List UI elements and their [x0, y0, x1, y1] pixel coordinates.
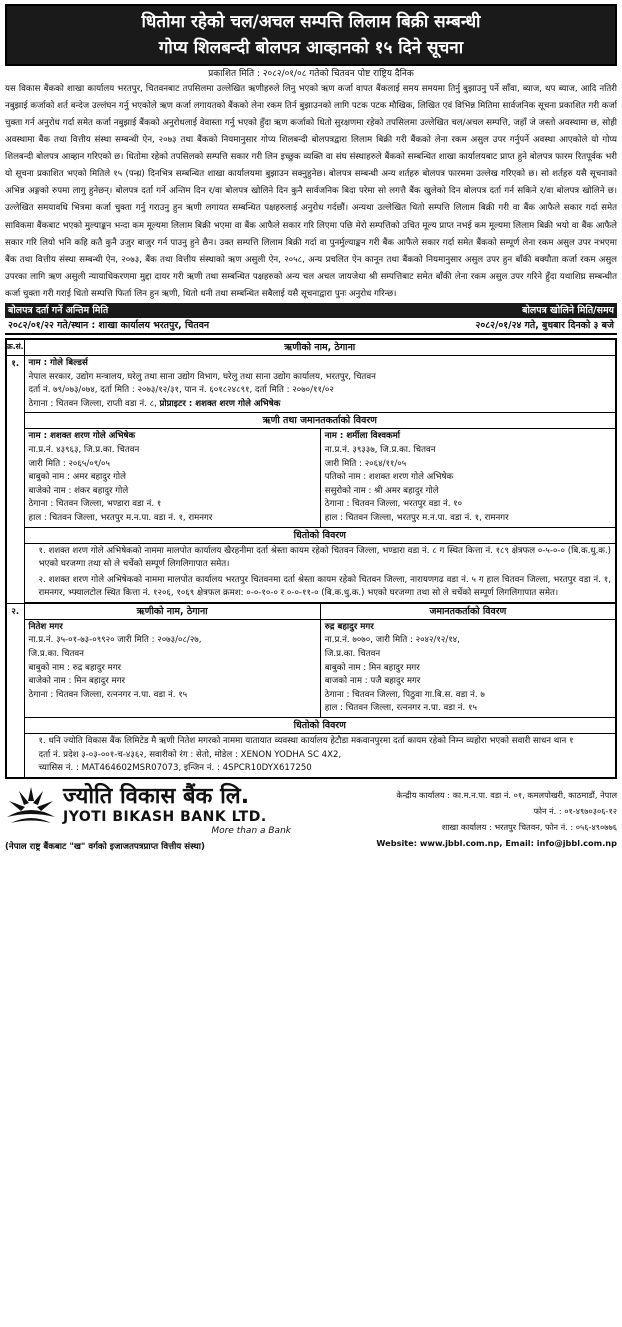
borrower-line: ठेगाना : चितवन जिल्ला, राप्ती वडा नं. ८, [28, 398, 157, 409]
borrower-details [24, 619, 320, 717]
party2-line: जारी मिति : २०६४/११/०५ [324, 458, 407, 469]
party2-line: ठेगाना : चितवन जिल्ला, भरतपुर वडा नं. १० [324, 499, 463, 510]
bank-name-nepali: ज्योति विकास बैंक लि. [63, 783, 250, 809]
deadline-values [5, 318, 617, 335]
deadline-labels [5, 303, 617, 318]
notice-body: यस विकास बैंकको शाखा कार्यालय भरतपुर, चितवनबाट तपसिलमा उल्लेखित ऋणीहरुले लिनु भएको ऋण कर्जा वापत बैंकलाई समय समयमा तिर्नु बुझाउनु पर्ने साँवा, ब्याज, थप ब्याज, आदि नतिरी नबुझाई कर्जाको शर्त बन्देज उल्लंघन गर्नु भएकोले ऋण कर्जा लगायतको बैंकको लेना रकम तिर्न बुझाउनको लागि पटक पटक मौखिक, लिखित एवं विभिन्न मितिमा सार्वजनिक सूचना प्रकाशित गरी कर्जा चुक्ता गर्न अनुरोध गर्दा समेत कर्जा नबुझाई बैंकको अनुरोधलाई वेवास्ता गर्नु भएको हुँदा ऋण कर्जाको धितो सुरक्षणमा रहेको तपसिलमा उल्लेखित चल/अचल सम्पत्ति, जहाँ जे जस्तो अवस्थामा छ, सोही अवस्थामा बैंक तथा वित्तीय संस्था सम्बन्धी ऐन, २०७३ तथा बैंकको नियमानुसार गोप्य शिलबन्दी बोलपत्रद्वारा लिलाम बिक्री गरी बैंकको लेना रकम असुल उपर गर्नुपर्ने अवस्था आएकोले यो गोप्य शिलबन्दी बोलपत्र आव्हान गरिएको छ। धितोमा रहेको तपसिलको सम्पत्ति सकार गरी लिन इच्छुक व्यक्ति वा संघ संस्थाहरुले बैंकको सम्बन्धित शाखा कार्यालयबाट प्राप्त हुने बोलपत्र फारम रितपूर्वक भरी यो सूचना प्रकाशित भएको मितिले १५ (पन्ध्र) दिनभित्र सम्बन्धित शाखा कार्यालयमा बुझाउन सक्नुहुनेछ। बोलपत्र सम्बन्धी अन्य शर्तहरु बोलपत्र फारममा उल्लेख गरिएको छ। सो शर्तहरु यसै सूचनाको अभिन्न अङ्गको रुपमा लागु हुनेछन्। बोलपत्र दर्ता गर्ने अन्तिम दिन र/वा बोलपत्र खोलिने दिन कुनै सार्वजनिक बिदा परेमा सो लगत्तै बैंक खुलेको दिन बोलपत्र दर्ता गर्न सकिने र/वा बोलपत्र खोलिने छ। उल्लेखित समयावधि भित्रमा कर्जा चुक्ता गर्नु गराउनु हुन ऋणी लगायत सम्बन्धित पक्षहरुलाई अनुरोध गर्दछौं। अन्यथा उल्लेखित धितो सम्पत्ति लिलाम बिक्री गरी वा बैंक आफैले सकार गर्दा समेत साविकमा बैंकबाट भएको मुल्याङ्कन भन्दा कम मूल्यमा लिलाम बिक्री भएमा वा बैंक आफैले सकार गरि लिएमा पछि मेरो सम्पत्तिको उचित मूल्य प्राप्त नभई कम मूल्यमा लिलाम बिक्री भयो वा बैंक आफैले सकार गरि लियो भनि कहि कतै कुनै उजुर बाजुर गर्न पाउनु हुने छैन। उक्त सम्पत्ति लिलाम बिक्री गर्दा वा पुनर्मुल्याङ्कन गरी बैंक आफैले सकार गर्दा समेत बैंकको सम्पूर्ण लेना रकम असुल उपर नभएमा बैंक तथा वित्तीय संस्था सम्बन्धी ऐन, २०७३, बैंक तथा वित्तीय संस्थाको ऋण असुली ऐन, २०५८, अन्य प्रचलित ऐन कानून तथा बैंकको नियमानुसार असुल उपर हुन बाँकी बक्यौता कर्जा रकम असुल उपरका लागि ऋण असुली न्यायाधिकरणमा मुद्दा दायर गरी ऋणी तथा सम्बन्धित पक्षहरुको अन्य चल अचल जायजेथा श्री सम्पत्तिबाट समेत बाँकी लेना रकम असुल उपर गरिने हुँदा यथाशिघ्र सम्बन्धीत कर्जा चुक्ता गरी गराई धितो सम्पत्ति फिर्ता लिन हुन ऋणी, धितो धनी तथा सम्बन्धित सबैलाई यसै सूचनाद्वारा पुनः अनुरोध गरिन्छ। [5, 83, 617, 299]
guarantor-line: ठेगाना : चितवन जिल्ला, पिठुवा गा.बि.स. वडा नं. ७ [324, 689, 485, 700]
collateral-item: १. धनि ज्योति विकास बैंक लिमिटेड मै ऋणी नितेश मगरको नाममा यातायात व्यवस्था कार्यालय हेटौडा मकवानपुरमा दर्ता कायम रहेको निम्न व्यहोरा भएको सवारी साधन थान १ [38, 736, 574, 747]
party1-line: ठेगाना : चितवन जिल्ला, भण्डारा वडा नं. १ [28, 499, 162, 510]
party2-line: ससुरोको नाम : श्री अमर बहादुर गोले [324, 485, 439, 496]
proprietor: प्रोप्राइटर : शशक्त शरण गोले अभिषेक [159, 398, 281, 409]
collateral-details [24, 543, 616, 602]
borrower-name: नितेश मगर [28, 621, 63, 632]
head-office: केन्द्रीय कार्यालय : का.म.न.पा. वडा नं. ०१, कमलपोखरी, काठमाडौं, नेपाल [396, 789, 617, 800]
borrower-line: जि.प्र.का. चितवन [28, 649, 84, 660]
collateral-details [24, 734, 616, 778]
guarantor-line: ना.प्र.नं. ७०७०, जारी मिति : २०४२/१२/१४, [324, 635, 460, 646]
branch-office: शाखा कार्यालय : भरतपुर चितवन, फोन नं. : ०५६-४९०७७६ [441, 821, 617, 832]
party2-details [320, 429, 616, 527]
notice-header [5, 4, 617, 66]
bank-tagline: More than a Bank [211, 825, 291, 836]
borrower-line: बाबुको नाम : रुद्र बहादुर मगर [28, 662, 122, 673]
party2-line: हाल : चितवन जिल्ला, भरतपुर म.न.पा. वडा नं. १, रामनगर [324, 512, 509, 523]
party1-line: हाल : चितवन जिल्ला, भरतपुर म.न.पा. वडा नं. १, रामनगर [28, 512, 213, 523]
bank-logo-block [5, 785, 295, 853]
collateral-header: धितोको विवरण [24, 527, 616, 543]
borrower-details [24, 355, 616, 412]
guarantor-details [320, 619, 616, 717]
borrower-line: नेपाल सरकार, उद्योग मन्त्रालय, घरेलु तथा साना उद्योग विभाग, घरेलु तथा साना उद्योग कार्यालय, भरतपुर, चितवन [28, 371, 376, 382]
guarantor-line: बाजको नाम : पजै बहादुर मगर [324, 676, 421, 687]
party1-name: नाम : शशक्त शरण गोले अभिषेक [28, 431, 136, 442]
collateral-header: धितोको विवरण [24, 718, 616, 734]
table-row [6, 619, 616, 717]
borrower-table [5, 338, 617, 779]
borrower-line: ठेगाना : चितवन जिल्ला, रत्ननगर न.पा. वडा नं. १५ [28, 689, 188, 700]
borrower-line: दर्ता नं. ७९/०७३/०७४, दर्ता मिति : २०७३/१२/३१, पान नं. ६०१८२४८९१, दर्ता मिति : २०७०/११/०२ [28, 385, 334, 396]
party1-line: बाबुको नाम : अमर बहादुर गोले [28, 472, 126, 483]
guarantor-line: जि.प्र.का. चितवन [324, 649, 381, 660]
row-number: २. [6, 603, 24, 777]
guarantor-name: रुद्र बहादुर मगर [324, 621, 374, 632]
sn-header: क्र.सं. [6, 339, 24, 356]
notice-footer [5, 785, 617, 853]
party2-line: ना.प्र.नं. ३९३३७, जि.प्र.का. चितवन [324, 444, 436, 455]
bank-name-english: JYOTI BIKASH BANK LTD. [63, 808, 267, 825]
collateral-item: च्यासिस नं. : MAT464602MSR07073, इन्जिन नं. : 4SPCR10DYX617250 [38, 763, 312, 774]
party2-line: पतिको नाम : शशक्त शरण गोले अभिषेक [324, 472, 454, 483]
party2-name: नाम : शर्मीला विश्वकर्मा [324, 431, 400, 442]
borrower-line: ना.प्र.नं. ३५-०१-७३-०९९२० जारी मिति : २०७३/०८/२७, [28, 635, 202, 646]
opening-date-value: २०८२/०१/२४ गते, बुधबार दिनको ३ बजे [475, 319, 614, 331]
guarantor-line: हाल : चितवन जिल्ला, रत्ननगर न.पा. वडा नं. १५ [324, 703, 477, 714]
collateral-item: १. शशक्त शरण गोले अभिषेकको नाममा मालपोत कार्यालय खैरहनीमा दर्ता श्रेस्ता कायम रहेको चितवन जिल्ला, भण्डारा वडा नं. ८ ग स्थित कित्ता नं. १८९ क्षेत्रफल ०-५-०-० (बि.क.धु.क.) भएको घरजग्गा तथा सो ले चर्चेको सम्पूर्ण लिगलिगापात समेत। [38, 545, 611, 570]
row-number: १. [6, 355, 24, 603]
borrower-header: ऋणीको नाम, ठेगाना [24, 603, 320, 619]
pair-header: ऋणी तथा जमानतकर्ताको विवरण [24, 413, 616, 429]
contact-block [295, 785, 617, 851]
publication-line: प्रकाशित मिति : २०८२/०१/०८ गतेको चितवन पोष्ट राष्ट्रिय दैनिक [208, 69, 414, 79]
guarantor-header: जमानतकर्ताको विवरण [320, 603, 616, 619]
party1-line: ना.प्र.नं. ४३९६३, जि.प्र.का. चितवन [28, 444, 140, 455]
party1-line: जारी मिति : २०६५/०९/०५ [28, 458, 110, 469]
guarantor-line: बाबुको नाम : मिन बहादुर मगर [324, 662, 420, 673]
borrower-address [29, 398, 611, 412]
header-title-line1: धितोमा रहेको चल/अचल सम्पत्ति लिलाम बिक्री सम्बन्धी [141, 12, 481, 32]
party1-line: बाजेको नाम : शंकर बहादुर गोले [28, 485, 129, 496]
opening-date-label: बोलपत्र खोलिने मिति/समय [522, 304, 614, 316]
license-note: (नेपाल राष्ट्र बैंकबाट "ख" वर्गको इजाजतपत्रप्राप्त वित्तीय संस्था) [5, 841, 205, 852]
borrower-header: ऋणीको नाम, ठेगाना [24, 339, 616, 356]
table-row [6, 355, 616, 412]
website-email: Website: www.jbbl.com.np, Email: info@jbbl.com.np [376, 837, 617, 848]
register-deadline-value: २०८२/०१/२२ गते/स्थान : शाखा कार्यालय भरतपुर, चितवन [8, 319, 210, 331]
register-deadline-label: बोलपत्र दर्ता गर्ने अन्तिम मिति [8, 304, 109, 316]
collateral-item: २. शशक्त शरण गोले अभिषेकको नाममा मालपोत कार्यालय भरतपुर चितवनमा दर्ता श्रेस्ता कायम रहेको चितवन जिल्ला, नारायणगढ वडा नं. ५ ग हाल चितवन जिल्ला, भरतपुर वडा नं. १, रामनगर, भ्फ्यालटोल स्थित कित्ता नं. १२०६, १०६९ क्षेत्रफल क्रमश: ०-०-१०-० र ०-०-११-० (बि.क.धु.क.) भएको घरजग्गा तथा सो ले चर्चेको सम्पूर्ण लिगलिगापात समेत। [38, 574, 611, 599]
head-office-phone: फोन नं. : ०१-४९७०३०६-१२ [533, 805, 617, 816]
borrower-name: नाम : गोले बिल्डर्स [28, 357, 88, 368]
collateral-item: दर्ता नं. प्रदेश ३-०३-००१-च-४३६२, सवारीको रंग : सेतो, मोडेल : XENON YODHA SC 4X2, [38, 749, 342, 760]
party1-details [24, 429, 320, 527]
borrower-line: बाजेको नाम : मिन बहादुर मगर [28, 676, 125, 687]
bank-logo-icon [5, 785, 57, 825]
header-title-line2: गोप्य शिलबन्दी बोलपत्र आव्हानको १५ दिने सूचना [158, 38, 464, 58]
